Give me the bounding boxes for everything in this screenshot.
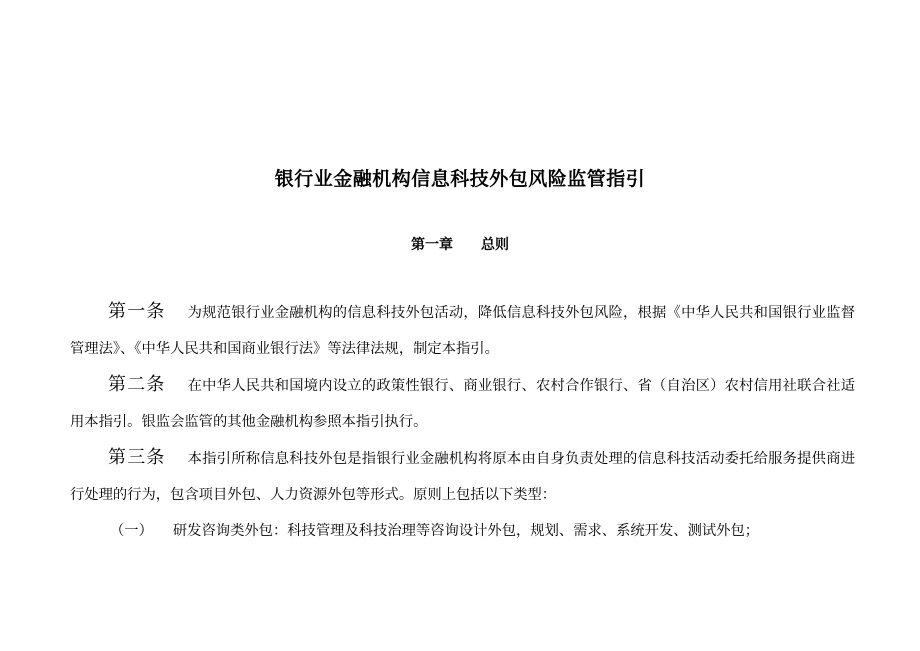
article-3: [70, 440, 855, 513]
article-2: [70, 367, 855, 440]
document-body: [70, 294, 855, 549]
list-item-1: [70, 513, 855, 549]
article-text: 本指引所称信息科技外包是指银行业金融机构将原本由自身负责处理的信息科技活动委托给服务提供商进行处理的行为，包含项目外包、人力资源外包等形式。原则上包括以下类型：: [70, 451, 856, 503]
article-text: 为规范银行业金融机构的信息科技外包活动，降低信息科技外包风险，根据《中华人民共和国银行业监督管理法》、《中华人民共和国商业银行法》等法律法规，制定本指引。: [70, 305, 856, 357]
article-1: [70, 294, 855, 367]
item-number: （一）: [110, 523, 153, 539]
chapter-name: 总则: [481, 237, 509, 253]
item-text: 研发咨询类外包：科技管理及科技治理等咨询设计外包，规划、需求、系统开发、测试外包；: [172, 523, 760, 539]
article-number: 第三条: [108, 447, 166, 468]
article-number: 第二条: [108, 374, 166, 395]
article-number: 第一条: [108, 301, 166, 322]
chapter-number: 第一章: [411, 237, 453, 253]
article-text: 在中华人民共和国境内设立的政策性银行、商业银行、农村合作银行、省（自治区）农村信用社联合社适用本指引。银监会监管的其他金融机构参照本指引执行。: [70, 378, 856, 430]
document-title: 银行业金融机构信息科技外包风险监管指引: [274, 168, 646, 190]
chapter-heading: [0, 235, 920, 255]
